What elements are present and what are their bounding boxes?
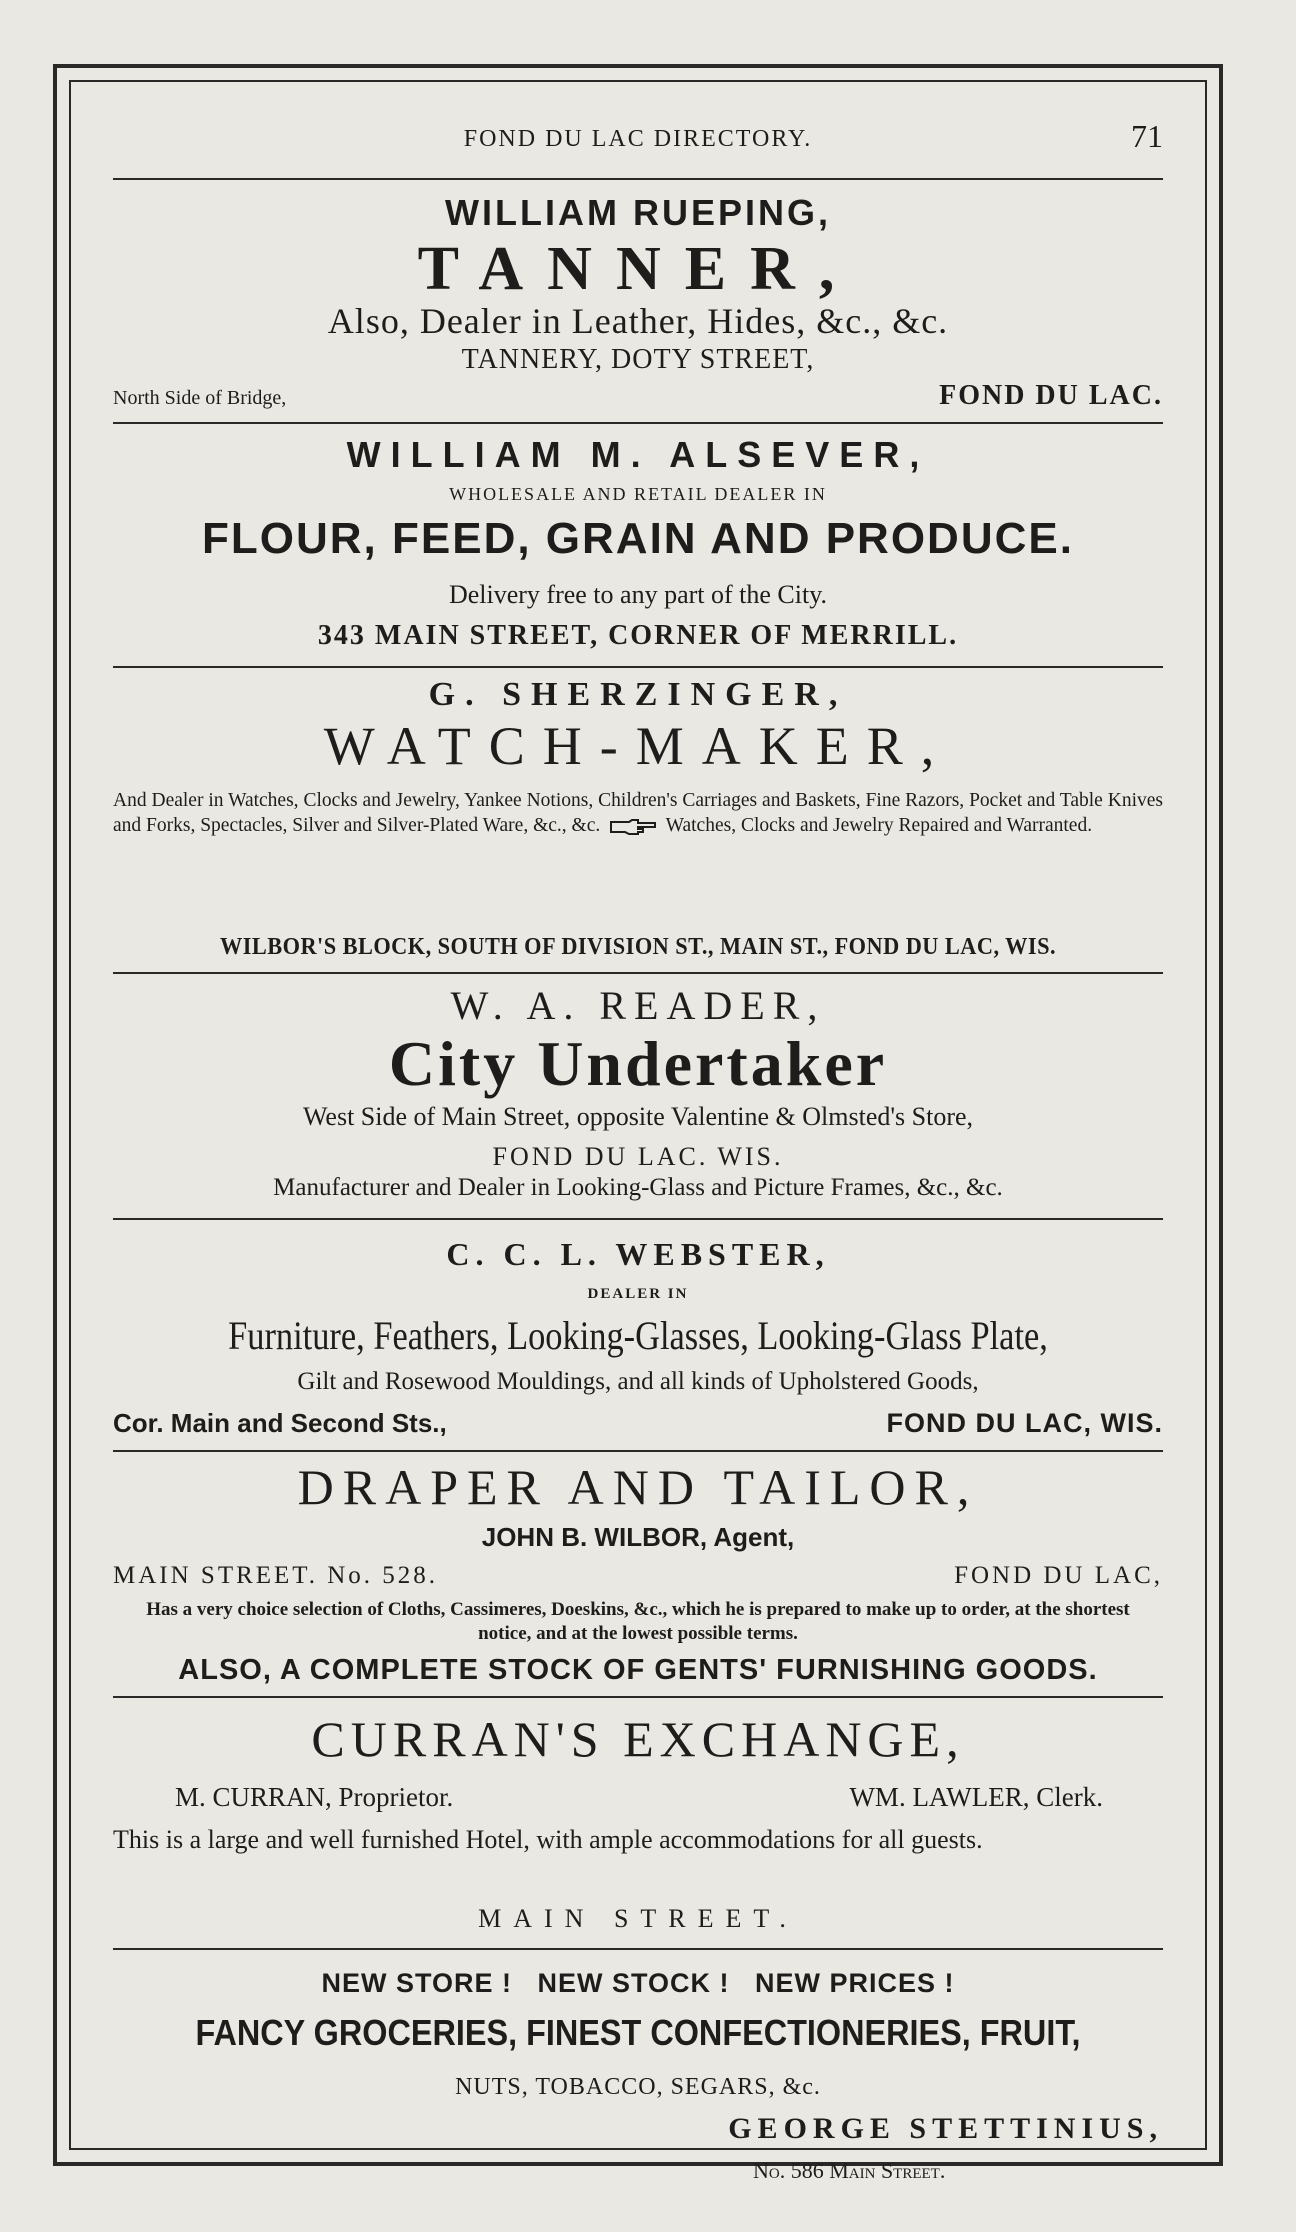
divider — [113, 1696, 1163, 1698]
curran-street: MAIN STREET. — [478, 1904, 798, 1933]
draper-trade: DRAPER AND TAILOR, — [297, 1459, 979, 1515]
stettinius-top: NEW STORE ! NEW STOCK ! NEW PRICES ! — [321, 1968, 955, 1998]
divider — [113, 1218, 1163, 1220]
divider — [113, 178, 1163, 180]
draper-stock: ALSO, A COMPLETE STOCK OF GENTS' FURNISHING GOODS. — [178, 1654, 1098, 1686]
draper-right: FOND DU LAC, — [954, 1562, 1163, 1589]
divider — [113, 972, 1163, 974]
sherzinger-desc-block — [113, 788, 1163, 838]
reader-name: W. A. READER, — [450, 983, 826, 1028]
running-head: FOND DU LAC DIRECTORY. — [463, 126, 813, 152]
stettinius-trade: FANCY GROCERIES, FINEST CONFECTIONERIES, FRUIT, — [195, 2012, 1081, 2053]
reader-trade: City Undertaker — [388, 1028, 888, 1099]
rueping-trade: TANNER, — [417, 235, 859, 303]
webster-line1: Gilt and Rosewood Mouldings, and all kinds of Upholstered Goods, — [297, 1368, 979, 1395]
alsever-sub: WHOLESALE AND RETAIL DEALER IN — [449, 484, 827, 504]
curran-right: WM. LAWLER, Clerk. — [849, 1782, 1103, 1812]
sherzinger-desc: And Dealer in Watches, Clocks and Jewelry, Yankee Notions, Children's Carriages and Baskets, Fine Razors, Pocket and Table Knives and Forks, Spectacles, Silver and Silver-Plated Ware, &c., &c. — [113, 790, 1163, 836]
divider — [113, 1450, 1163, 1452]
divider — [113, 422, 1163, 424]
webster-sub: DEALER IN — [587, 1286, 689, 1302]
reader-line1: West Side of Main Street, opposite Valentine & Olmsted's Store, — [302, 1102, 974, 1131]
rueping-footer — [113, 380, 1163, 412]
draper-left: MAIN STREET. No. 528. — [113, 1562, 439, 1589]
draper-agent: JOHN B. WILBOR, Agent, — [481, 1522, 795, 1552]
divider — [113, 1948, 1163, 1950]
webster-name: C. C. L. WEBSTER, — [446, 1236, 830, 1272]
rueping-right: FOND DU LAC. — [939, 380, 1163, 411]
pointing-hand-icon — [609, 818, 657, 836]
page-inner-border — [69, 80, 1207, 2183]
stettinius-line1: NUTS, TOBACCO, SEGARS, &c. — [455, 2074, 821, 2100]
sherzinger-name: G. SHERZINGER, — [428, 676, 848, 713]
reader-line3: Manufacturer and Dealer in Looking-Glass and Picture Frames, &c., &c. — [273, 1174, 1003, 1201]
webster-trade: Furniture, Feathers, Looking-Glasses, Looking-Glass Plate, — [228, 1313, 1048, 1358]
divider — [113, 666, 1163, 668]
curran-desc-block — [113, 1824, 1163, 1856]
webster-footer — [113, 1408, 1163, 1439]
rueping-left: North Side of Bridge, — [113, 387, 287, 409]
rueping-line1: Also, Dealer in Leather, Hides, &c., &c. — [327, 301, 949, 341]
draper-address — [113, 1562, 1163, 1590]
webster-left: Cor. Main and Second Sts., — [113, 1408, 447, 1438]
alsever-name: WILLIAM M. ALSEVER, — [346, 434, 930, 475]
alsever-trade: FLOUR, FEED, GRAIN AND PRODUCE. — [202, 514, 1074, 563]
sherzinger-trade: WATCH-MAKER, — [323, 716, 953, 776]
stettinius-address: No. 586 Main Street. — [753, 2158, 946, 2183]
rueping-line2: TANNERY, DOTY STREET, — [461, 344, 815, 375]
page-border — [53, 64, 1223, 2183]
rueping-name: WILLIAM RUEPING, — [445, 192, 831, 233]
alsever-line1: Delivery free to any part of the City. — [448, 580, 828, 609]
sherzinger-address: WILBOR'S BLOCK, SOUTH OF DIVISION ST., MAIN ST., FOND DU LAC, WIS. — [219, 934, 1057, 960]
curran-desc: This is a large and well furnished Hotel, with ample accommodations for all guests. — [113, 1825, 983, 1854]
webster-right: FOND DU LAC, WIS. — [886, 1408, 1163, 1438]
curran-left: M. CURRAN, Proprietor. — [175, 1782, 454, 1812]
page-number: 71 — [1131, 118, 1163, 154]
stettinius-name: GEORGE STETTINIUS, — [728, 2112, 1163, 2145]
alsever-address: 343 MAIN STREET, CORNER OF MERRILL. — [317, 620, 959, 651]
draper-desc: Has a very choice selection of Cloths, Cassimeres, Doeskins, &c., which he is prepared to make up to order, at the shortest notice, and at the lowest possible terms. — [146, 1599, 1130, 1644]
sherzinger-desc2: Watches, Clocks and Jewelry Repaired and Warranted. — [665, 815, 1093, 836]
reader-line2: FOND DU LAC. WIS. — [492, 1142, 784, 1171]
curran-name: CURRAN'S EXCHANGE, — [311, 1711, 965, 1767]
